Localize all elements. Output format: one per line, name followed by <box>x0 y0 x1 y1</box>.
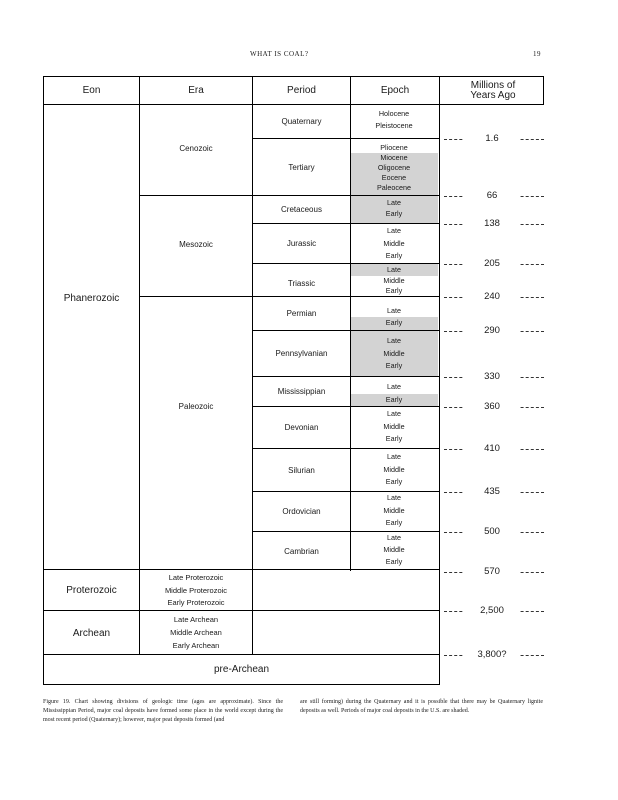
mya-boundary: 435 <box>440 486 544 498</box>
eon-archean: Archean <box>72 627 111 639</box>
mya-boundary: 330 <box>440 371 544 383</box>
epoch-pennsylvanian-early: Early <box>385 361 403 370</box>
epoch-ordovician-middle: Middle <box>383 506 405 515</box>
period-mississippian: Mississippian <box>277 387 326 396</box>
era-archean-list <box>140 613 252 652</box>
figure-caption-col1: Figure 19. Chart showing divisions of geologic time (ages are approximate). Since the Mississippian Period, major coal deposits have formed some place in the world except during the most recent period (Quaternary); however, major peat deposits formed (and <box>43 699 283 723</box>
epoch-jurassic-early: Early <box>385 251 403 260</box>
epoch-jurassic-middle: Middle <box>383 239 405 248</box>
epoch-cretaceous-early: Early <box>385 209 403 218</box>
period-pennsylvanian: Pennsylvanian <box>275 349 328 358</box>
period-silurian: Silurian <box>288 465 315 475</box>
era-late-proterozoic: Late Proterozoic <box>168 573 224 582</box>
epoch-silurian-middle: Middle <box>383 465 405 474</box>
header-eon: Eon <box>82 85 101 96</box>
era-middle-archean: Middle Archean <box>170 628 222 637</box>
mya-boundary: 290 <box>440 325 544 337</box>
epoch-cambrian-late: Late <box>387 533 401 542</box>
period-quaternary: Quaternary <box>281 117 322 126</box>
period-devonian: Devonian <box>284 423 319 432</box>
epoch-ordovician-early: Early <box>385 518 403 527</box>
mya-boundary: 205 <box>440 258 544 270</box>
mya-boundary: 3,800? <box>440 649 544 661</box>
era-mesozoic: Mesozoic <box>179 239 213 249</box>
period-jurassic: Jurassic <box>286 239 317 248</box>
epoch-cambrian-early: Early <box>385 557 403 566</box>
period-triassic: Triassic <box>287 278 316 288</box>
page-number: 19 <box>533 50 541 58</box>
eon-phanerozoic: Phanerozoic <box>63 292 120 304</box>
header-period: Period <box>287 85 316 96</box>
epoch-mississippian-early: Early <box>385 395 403 404</box>
mya-boundary: 138 <box>440 218 544 230</box>
mya-boundary: 360 <box>440 401 544 413</box>
epoch-oligocene: Oligocene <box>377 163 411 172</box>
era-early-proterozoic: Early Proterozoic <box>167 598 225 607</box>
epoch-miocene: Miocene <box>380 153 408 162</box>
epoch-triassic-middle: Middle <box>383 276 405 285</box>
epoch-permian-late: Late <box>387 306 401 315</box>
period-permian: Permian <box>286 309 317 318</box>
mya-boundary: 1.6 <box>440 133 544 145</box>
epoch-devonian-middle: Middle <box>383 422 405 431</box>
epoch-devonian-early: Early <box>385 434 403 443</box>
epoch-mississippian-late: Late <box>387 382 401 391</box>
era-paleozoic: Paleozoic <box>178 401 214 411</box>
mya-boundary: 66 <box>440 190 544 202</box>
period-tertiary: Tertiary <box>288 162 315 172</box>
epoch-devonian-late: Late <box>387 409 401 418</box>
epoch-triassic-late: Late <box>387 265 401 274</box>
period-cretaceous: Cretaceous <box>281 205 322 214</box>
era-early-archean: Early Archean <box>172 641 220 650</box>
header-millions-years-ago: Millions of Years Ago <box>470 79 516 101</box>
epoch-paleocene: Paleocene <box>377 183 411 192</box>
epoch-permian-early: Early <box>385 318 403 327</box>
epoch-eocene: Eocene <box>381 173 407 182</box>
figure-caption-col2: are still forming) during the Quaternary and it is possible that there may be Quaternary lignite deposits as well. Periods of major coal deposits in the U.S. are shaded. <box>300 699 543 714</box>
epoch-pennsylvanian-late: Late <box>387 336 401 345</box>
mya-boundary: 2,500 <box>440 605 544 617</box>
epoch-cambrian-middle: Middle <box>383 545 405 554</box>
epoch-pliocene: Pliocene <box>380 143 408 152</box>
epoch-cretaceous-late: Late <box>387 198 401 207</box>
eon-proterozoic: Proterozoic <box>66 584 117 596</box>
epoch-triassic-early: Early <box>385 286 403 295</box>
epoch-pleistocene: Pleistocene <box>375 121 413 130</box>
period-cambrian: Cambrian <box>284 546 319 556</box>
running-header: WHAT IS COAL? <box>250 50 309 58</box>
era-late-archean: Late Archean <box>173 615 219 624</box>
eon-pre-archean: pre-Archean <box>213 663 270 675</box>
era-middle-proterozoic: Middle Proterozoic <box>164 585 228 595</box>
mya-boundary: 500 <box>440 526 544 538</box>
epoch-silurian-late: Late <box>387 452 401 461</box>
mya-boundary: 410 <box>440 443 544 455</box>
epoch-jurassic-late: Late <box>387 226 401 235</box>
header-epoch: Epoch <box>380 85 410 96</box>
epoch-silurian-early: Early <box>385 477 403 486</box>
epoch-pennsylvanian-middle: Middle <box>383 349 405 358</box>
epoch-ordovician-late: Late <box>387 493 401 502</box>
header-era: Era <box>188 85 204 96</box>
era-proterozoic-list <box>140 572 252 610</box>
era-cenozoic: Cenozoic <box>179 143 213 153</box>
period-ordovician: Ordovician <box>282 507 321 516</box>
mya-boundary: 240 <box>440 291 544 303</box>
mya-boundary: 570 <box>440 566 544 578</box>
epoch-holocene: Holocene <box>378 109 410 118</box>
